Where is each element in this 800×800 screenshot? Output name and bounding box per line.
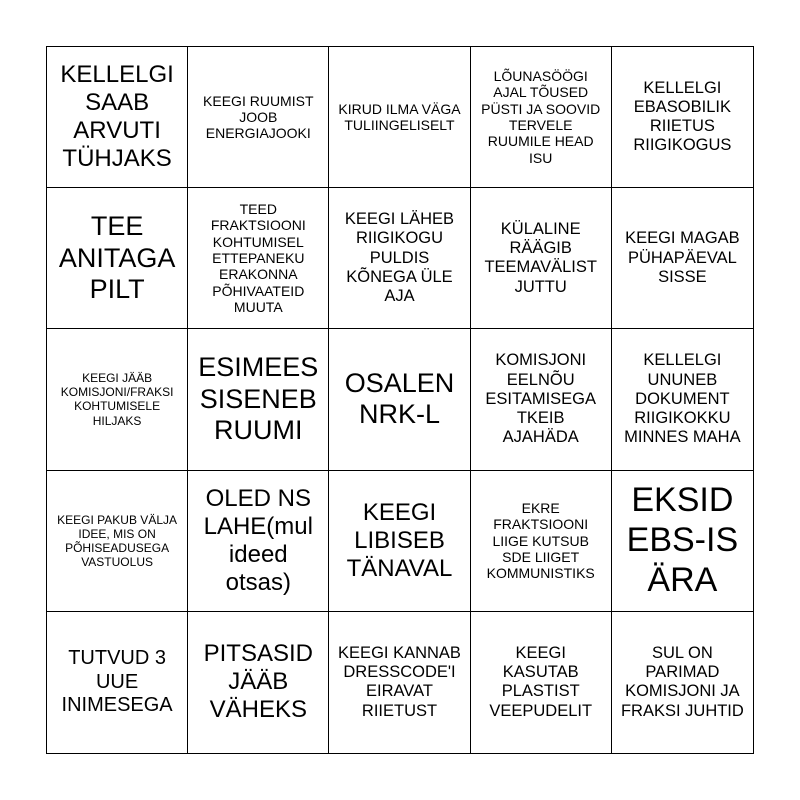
bingo-cell-text: TEE ANITAGA PILT — [58, 210, 176, 305]
bingo-cell-r2c1[interactable] — [47, 188, 188, 329]
bingo-cell-text: OSALEN NRK-L — [344, 367, 455, 430]
bingo-cell-text: KEEGI JÄÄB KOMISJONI/FRAKSI KOHTUMISELE HILJAKS — [60, 371, 174, 428]
bingo-cell-r3c5[interactable] — [612, 329, 753, 470]
bingo-cell-text: KIRUD ILMA VÄGA TULIINGELISELT — [338, 100, 461, 134]
bingo-cell-r3c3[interactable] — [329, 329, 470, 470]
bingo-cell-text: KEEGI MAGAB PÜHAPÄEVAL SISSE — [625, 229, 740, 286]
bingo-cell-r1c5[interactable] — [612, 47, 753, 188]
bingo-cell-text: KEEGI KANNAB DRESSCODE'I EIRAVAT RIIETUST — [338, 643, 461, 720]
bingo-cell-r5c5[interactable] — [612, 612, 753, 753]
bingo-cell-text: KEEGI KASUTAB PLASTIST VEEPUDELIT — [489, 643, 593, 720]
bingo-cell-text: OLED NS LAHE(mul ideed otsas) — [203, 484, 313, 596]
bingo-cell-r3c2[interactable] — [188, 329, 329, 470]
bingo-cell-text: TEED FRAKTSIOONI KOHTUMISEL ETTEPANEKU ERAKONNA PÕHIVAATEID MUUTA — [210, 200, 306, 316]
bingo-cell-text: ESIMEES SISENEB RUUMI — [198, 352, 319, 446]
bingo-cell-r2c2[interactable] — [188, 188, 329, 329]
bingo-cell-text: KEEGI LIBISEB TÄNAVAL — [346, 498, 453, 582]
bingo-cell-r1c4[interactable] — [471, 47, 612, 188]
bingo-cell-text: KÜLALINE RÄÄGIB TEEMAVÄLIST JUTTU — [484, 219, 597, 296]
bingo-cell-text: EKSID EBS-IS ÄRA — [626, 481, 739, 599]
bingo-cell-r2c4[interactable] — [471, 188, 612, 329]
bingo-cell-text: KOMISJONI EELNÕU ESITAMISEGA TKEIB AJAHÄDA — [485, 351, 597, 447]
bingo-cell-r5c2[interactable] — [188, 612, 329, 753]
bingo-cell-r1c3[interactable] — [329, 47, 470, 188]
bingo-cell-r3c4[interactable] — [471, 329, 612, 470]
bingo-cell-text: KELLELGI SAAB ARVUTI TÜHJAKS — [60, 60, 174, 173]
bingo-cell-r2c3[interactable] — [329, 188, 470, 329]
bingo-cell-text: TUTVUD 3 UUE INIMESEGA — [61, 647, 173, 717]
bingo-cell-text: KELLELGI EBASOBILIK RIIETUS RIIGIKOGUS — [633, 78, 732, 155]
bingo-cell-r3c1[interactable] — [47, 329, 188, 470]
bingo-cell-text: KEEGI PAKUB VÄLJA IDEE, MIS ON PÕHISEADUSEGA VASTUOLUS — [57, 512, 177, 569]
bingo-cell-r4c5[interactable] — [612, 471, 753, 612]
bingo-cell-r5c3[interactable] — [329, 612, 470, 753]
bingo-cell-text: KELLELGI UNUNEB DOKUMENT RIIGIKOKKU MINNES MAHA — [624, 351, 741, 447]
bingo-cell-r4c3[interactable] — [329, 471, 470, 612]
bingo-cell-r4c4[interactable] — [471, 471, 612, 612]
bingo-cell-text: KEEGI RUUMIST JOOB ENERGIAJOOKI — [203, 92, 314, 142]
bingo-cell-text: KEEGI LÄHEB RIIGIKOGU PULDIS KÕNEGA ÜLE AJA — [344, 210, 455, 306]
bingo-cell-text: LÕUNASÖÖGI AJAL TÕUSED PÜSTI JA SOOVID TERVELE RUUMILE HEAD ISU — [481, 67, 601, 166]
bingo-cell-text: PITSASID JÄÄB VÄHEKS — [203, 640, 313, 724]
bingo-cell-r2c5[interactable] — [612, 188, 753, 329]
bingo-cell-r4c2[interactable] — [188, 471, 329, 612]
bingo-cell-text: SUL ON PARIMAD KOMISJONI JA FRAKSI JUHTID — [620, 643, 744, 720]
bingo-grid — [46, 46, 754, 754]
bingo-cell-r1c1[interactable] — [47, 47, 188, 188]
bingo-cell-r5c4[interactable] — [471, 612, 612, 753]
bingo-cell-r1c2[interactable] — [188, 47, 329, 188]
bingo-cell-r4c1[interactable] — [47, 471, 188, 612]
bingo-cell-r5c1[interactable] — [47, 612, 188, 753]
bingo-cell-text: EKRE FRAKTSIOONI LIIGE KUTSUB SDE LIIGET KOMMUNISTIKS — [486, 499, 595, 582]
